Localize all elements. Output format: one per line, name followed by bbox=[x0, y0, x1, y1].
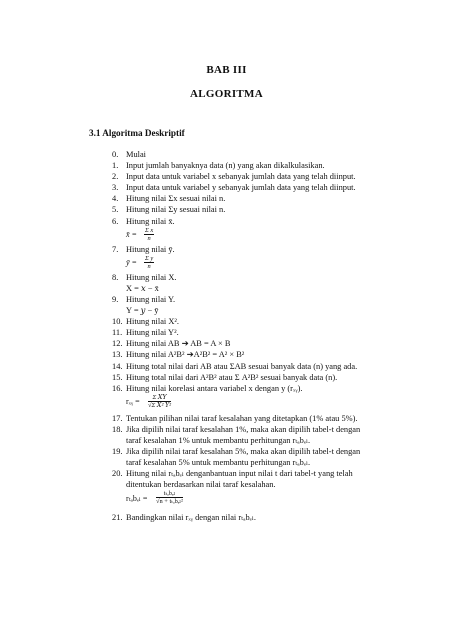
step-13: 13. Hitung nilai A²B² ➔A²B² = A² × B² bbox=[112, 350, 245, 360]
step-21: 21. Bandingkan nilai rₓᵧ dengan nilai rₜₐbₑₗ. bbox=[112, 513, 256, 523]
formula-X: X = 𝑥 − x̄ bbox=[126, 283, 159, 293]
step-12: 12. Hitung nilai AB ➔ AB = A × B bbox=[112, 339, 231, 349]
step-5: 5. Hitung nilai Σy sesuai nilai n. bbox=[112, 205, 226, 215]
step-1: 1. Input jumlah banyaknya data (n) yang akan dikalkulasikan. bbox=[112, 161, 325, 171]
step-3: 3. Input data untuk variabel y sebanyak jumlah data yang telah diinput. bbox=[112, 183, 356, 193]
step-8: 8. Hitung nilai X. bbox=[112, 272, 177, 282]
step-6: 6. Hitung nilai x̄. bbox=[112, 216, 175, 226]
step-2: 2. Input data untuk variabel x sebanyak jumlah data yang telah diinput. bbox=[112, 172, 356, 182]
step-17: 17. Tentukan pilihan nilai taraf kesalahan yang ditetapkan (1% atau 5%). bbox=[112, 413, 358, 423]
step-14: 14. Hitung total nilai dari AB atau ΣAB sesuai banyak data (n) yang ada. bbox=[112, 361, 358, 371]
step-4: 4. Hitung nilai Σx sesuai nilai n. bbox=[112, 194, 226, 204]
step-11: 11. Hitung nilai Y². bbox=[112, 328, 179, 338]
section-heading: 3.1 Algoritma Deskriptif bbox=[89, 128, 185, 138]
step-20: 20. Hitung nilai rₜₐbₑₗ denganbantuan input nilai t dari tabel-t yang telah bbox=[112, 469, 353, 479]
step-20-cont: ditentukan berdasarkan nilai taraf kesalahan. bbox=[126, 480, 276, 490]
step-7: 7. Hitung nilai ȳ. bbox=[112, 244, 175, 254]
formula-xbar: x̄ = $\frac{\text{Σ x}}{n}$ bbox=[126, 226, 154, 242]
step-19-cont: taraf kesalahan 5% untuk membantu perhitungan rₜₐbₑₗ. bbox=[126, 458, 311, 468]
formula-Y: Y = 𝑦 − ȳ bbox=[126, 306, 159, 316]
chapter-subtitle: ALGORITMA bbox=[190, 88, 263, 100]
formula-ybar: ȳ = $\frac{\text{Σ y}}{n}$ bbox=[126, 254, 154, 270]
step-9: 9. Hitung nilai Y. bbox=[112, 294, 176, 304]
step-18: 18. Jika dipilih nilai taraf kesalahan 1%, maka akan dipilih tabel-t dengan bbox=[112, 424, 361, 434]
formula-rxy: rₓᵧ = Σ 𝑋𝑌 √Σ 𝑋² 𝑌² bbox=[126, 393, 172, 409]
step-19: 19. Jika dipilih nilai taraf kesalahan 5%, maka akan dipilih tabel-t dengan bbox=[112, 447, 361, 457]
step-18-cont: taraf kesalahan 1% untuk membantu perhitungan rₜₐbₑₗ. bbox=[126, 435, 311, 445]
formula-rtabel: rₜₐbₑₗ = tₜₐbₑₗ √n + tₜₐbₑₗ² bbox=[126, 490, 183, 506]
chapter-title: BAB III bbox=[206, 64, 247, 76]
step-16: 16. Hitung nilai korelasi antara variabel x dengan y (rₓᵧ). bbox=[112, 383, 303, 393]
step-15: 15. Hitung total nilai dari A²B² atau Σ A²B² sesuai banyak data (n). bbox=[112, 372, 338, 382]
algorithm-steps bbox=[112, 149, 412, 524]
step-10: 10. Hitung nilai X². bbox=[112, 317, 179, 327]
step-0: 0. Mulai bbox=[112, 150, 147, 159]
